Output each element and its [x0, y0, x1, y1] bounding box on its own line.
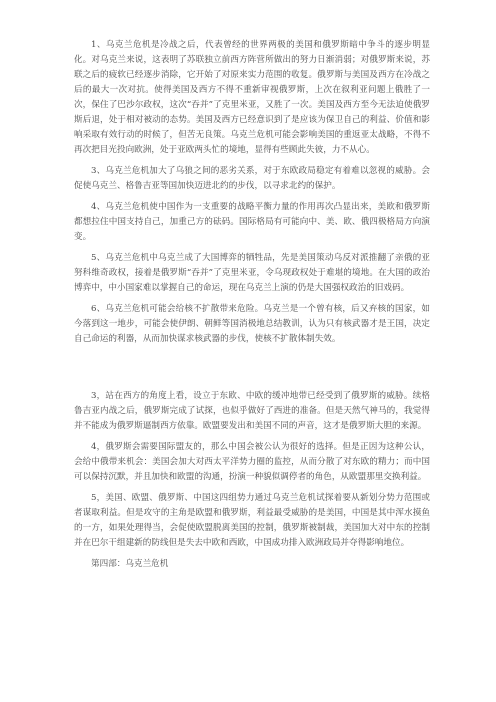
paragraph: 4，俄罗斯会需要国际盟友的，那么中国会被公认为很好的选择。但是正因为这种公认，会给中俄带来机会：美国会加大对西太平洋势力圈的监控，从而分散了对东欧的精力；而中国可以保持沉默，并且加快和欧盟的沟通，扮演一种貌似调停者的角色，从欧盟那里交换利益。: [74, 442, 430, 482]
paragraph: 3，站在西方的角度上看，设立于东欧、中欧的缓冲地带已经受到了俄罗斯的威胁。续格鲁吉亚内战之后，俄罗斯完成了试探，也似乎做好了西进的准备。但是天然气神马的，我觉得并不能成为俄罗斯逼制西方依靠。欧盟要发出和美国不同的声音，这才是俄罗斯大胆的来源。: [74, 391, 430, 431]
paragraph: 6、乌克兰危机可能会给核不扩散带来危险。乌克兰是一个曾有核，后又弃核的国家，如今落到这一地步，可能会使伊朗、朝鲜等国消极地总结教训，认为只有核武器才是王国，决定自己命运的利器，从而加快谋求核武器的步伐，使核不扩散体制失效。: [74, 304, 430, 344]
paragraph: 5、乌克兰危机中乌克兰成了大国博弈的牺牲品，先是美国策动乌反对派推翻了亲俄的亚努科维奇政权，接着是俄罗斯“吞并”了克里米亚，令乌现政权处于难堪的境地。在大国的政治博弈中，中小国家难以掌握自己的命运，现在乌克兰上演的仍是大国强权政治的旧戏码。: [74, 253, 430, 293]
document-page: [74, 38, 430, 572]
paragraph: 4、乌克兰危机使中国作为一支重要的战略平衡力量的作用再次凸显出来，美欧和俄罗斯都想拉住中国支持自己，加重己方的砝码。国际格局有可能向中、美、欧、俄四极格局方向演变。: [74, 202, 430, 242]
section-spacer: [74, 353, 430, 389]
paragraph: 1、乌克兰危机是冷战之后，代表曾经的世界两极的美国和俄罗斯暗中争斗的逐步明显化。对乌克兰来说，这表明了苏联独立前西方阵营所做出的努力日渐消弱；对俄罗斯来说，苏联之后的疲软已经逐步消除，它开始了对原来实力范围的收复。俄罗斯与美国及西方在冷战之后的最大一次对抗。使得美国及西方不得不重新审视俄罗斯，上次在叙利亚问题上俄胜了一次，保住了巴沙尔政权，这次“吞并”了克里米亚，又胜了一次。美国及西方至今无法迫使俄罗斯后退，处于相对被动的态势。美国及西方已经意识到了是应该为保卫自己的利益、价值和影响采取有效行动的时候了，但苦无良策。乌克兰危机可能会影响美国的重返亚太战略，不得不再次把目光投向欧洲，处于亚欧两头忙的境地，显得有些顾此失彼，力不从心。: [74, 40, 430, 155]
paragraph: 5，美国、欧盟、俄罗斯、中国这四组势力通过乌克兰危机试探着要从新划分势力范围或者谋取利益。但是攻守的主角是欧盟和俄罗斯，利益最受威胁的是美国，中国是其中浑水摸鱼的一方，如果处理得当，会促使欧盟脱离美国的控制，俄罗斯被制裁，美国加大对中东的控制并在巴尔干组建新的防线但是失去中欧和西欧，中国成功排入欧洲政局并夺得影响地位。: [74, 493, 430, 548]
section-heading: 第四部：乌克兰危机: [91, 559, 169, 569]
paragraph: 3、乌克兰危机加大了乌狼之间的恶劣关系，对于东欧政局稳定有着难以忽视的威胁。会促使乌克兰、格鲁吉亚等国加快迈进北约的步伐，以寻求北约的保护。: [74, 166, 430, 191]
